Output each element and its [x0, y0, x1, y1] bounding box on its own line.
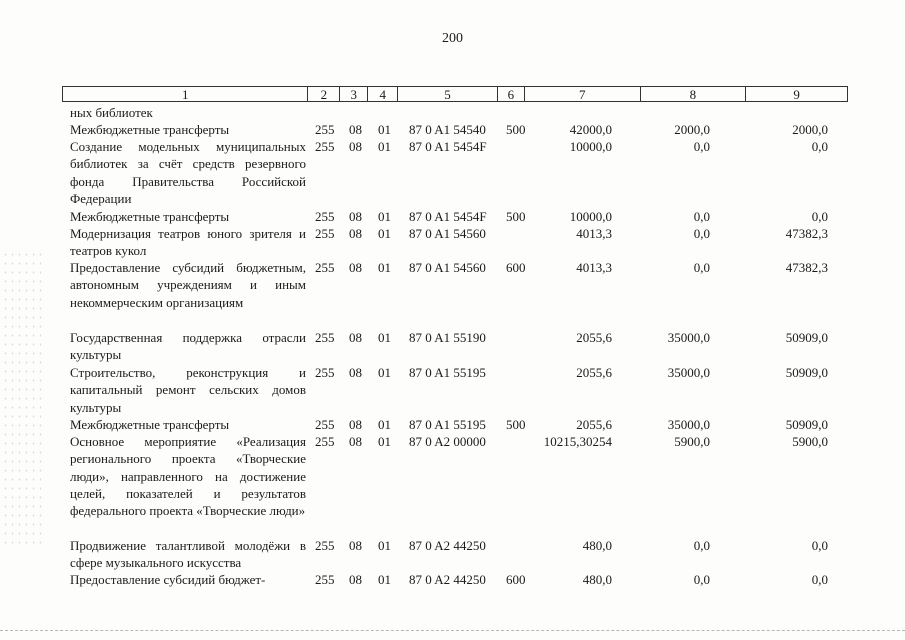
cell-col-8: 0,0 [693, 538, 710, 553]
cell-col-8: 0,0 [693, 139, 710, 154]
row-name: Создание модельных муниципальных библиотек за счёт средств резервного фонда Правительства Российской Федерации [70, 139, 306, 206]
cell-col-4: 01 [378, 226, 391, 241]
cell-col-5: 87 0 A1 54540 [409, 122, 486, 137]
cell-col-7: 4013,3 [576, 260, 612, 275]
cell-col-3: 08 [349, 260, 362, 275]
row-name: Модернизация театров юного зрителя и театров кукол [70, 226, 306, 259]
cell-col-6: 600 [506, 572, 526, 587]
cell-col-5: 87 0 A2 44250 [409, 572, 486, 587]
cell-col-8: 35000,0 [667, 330, 710, 345]
cell-col-2: 255 [315, 226, 335, 241]
row-name: Предоставление субсидий бюджет- [70, 572, 266, 587]
row-name: Продвижение талантливой молодёжи в сфере музыкального искусства [70, 538, 306, 571]
cell-col-2: 255 [315, 139, 335, 154]
cell-col-2: 255 [315, 434, 335, 449]
cell-col-5: 87 0 A1 54560 [409, 260, 486, 275]
cell-col-4: 01 [378, 538, 391, 553]
cell-col-9: 0,0 [811, 572, 828, 587]
cell-col-4: 01 [378, 434, 391, 449]
column-header-2: 2 [308, 87, 340, 101]
scan-edge-line [0, 630, 905, 634]
cell-col-3: 08 [349, 209, 362, 224]
cell-col-7: 480,0 [582, 572, 612, 587]
cell-col-6: 500 [506, 209, 526, 224]
scan-noise [2, 250, 42, 550]
cell-col-2: 255 [315, 330, 335, 345]
cell-col-2: 255 [315, 260, 335, 275]
table-header [62, 86, 848, 102]
cell-col-9: 5900,0 [792, 434, 828, 449]
column-header-6: 6 [498, 87, 525, 101]
cell-col-8: 35000,0 [667, 417, 710, 432]
cell-col-6: 500 [506, 417, 526, 432]
cell-col-4: 01 [378, 139, 391, 154]
cell-col-3: 08 [349, 139, 362, 154]
row-name: Предоставление субсидий бюджетным, автономным учреждениям и иным некоммерческим организациям [70, 260, 306, 310]
cell-col-7: 2055,6 [576, 330, 612, 345]
column-header-5: 5 [398, 87, 498, 101]
cell-col-8: 0,0 [693, 226, 710, 241]
cell-col-3: 08 [349, 122, 362, 137]
cell-col-3: 08 [349, 417, 362, 432]
column-header-9: 9 [793, 87, 800, 102]
cell-col-5: 87 0 A2 00000 [409, 434, 486, 449]
row-name: Основное мероприятие «Реализация регионального проекта «Творческие люди», направленного на достижение целей, показателей и результатов федерального проекта «Творческие люди» [70, 434, 306, 519]
cell-col-5: 87 0 A2 44250 [409, 538, 486, 553]
cell-col-9: 50909,0 [785, 330, 828, 345]
cell-col-5: 87 0 A1 5454F [409, 209, 487, 224]
cell-col-2: 255 [315, 572, 335, 587]
cell-col-3: 08 [349, 434, 362, 449]
row-name: ных библиотек [70, 105, 153, 120]
cell-col-2: 255 [315, 122, 335, 137]
row-name: Государственная поддержка отрасли культуры [70, 330, 306, 363]
cell-col-4: 01 [378, 417, 391, 432]
cell-col-9: 0,0 [811, 538, 828, 553]
cell-col-2: 255 [315, 538, 335, 553]
row-name: Строительство, реконструкция и капитальный ремонт сельских домов культуры [70, 365, 306, 415]
cell-col-3: 08 [349, 538, 362, 553]
cell-col-5: 87 0 A1 55190 [409, 330, 486, 345]
cell-col-7: 4013,3 [576, 226, 612, 241]
cell-col-3: 08 [349, 330, 362, 345]
cell-col-9: 2000,0 [792, 122, 828, 137]
cell-col-9: 50909,0 [785, 417, 828, 432]
column-header-1: 1 [63, 87, 308, 101]
cell-col-4: 01 [378, 209, 391, 224]
cell-col-9: 47382,3 [785, 260, 828, 275]
cell-col-2: 255 [315, 365, 335, 380]
cell-col-9: 0,0 [811, 139, 828, 154]
cell-col-6: 500 [506, 122, 526, 137]
cell-col-8: 35000,0 [667, 365, 710, 380]
cell-col-5: 87 0 A1 55195 [409, 365, 486, 380]
cell-col-7: 10000,0 [569, 209, 612, 224]
cell-col-2: 255 [315, 209, 335, 224]
cell-col-6: 600 [506, 260, 526, 275]
cell-col-9: 50909,0 [785, 365, 828, 380]
cell-col-8: 0,0 [693, 260, 710, 275]
column-header-7: 7 [525, 87, 641, 101]
cell-col-2: 255 [315, 417, 335, 432]
cell-col-4: 01 [378, 122, 391, 137]
cell-col-8: 0,0 [693, 209, 710, 224]
cell-col-9: 47382,3 [785, 226, 828, 241]
cell-col-7: 2055,6 [576, 365, 612, 380]
cell-col-7: 10000,0 [569, 139, 612, 154]
cell-col-4: 01 [378, 572, 391, 587]
cell-col-3: 08 [349, 365, 362, 380]
cell-col-8: 0,0 [693, 572, 710, 587]
column-header-8: 8 [641, 87, 747, 101]
page-number: 200 [442, 31, 463, 46]
cell-col-7: 42000,0 [569, 122, 612, 137]
cell-col-7: 2055,6 [576, 417, 612, 432]
cell-col-7: 480,0 [582, 538, 612, 553]
column-header-4: 4 [368, 87, 398, 101]
cell-col-9: 0,0 [811, 209, 828, 224]
column-header-3: 3 [340, 87, 368, 101]
cell-col-5: 87 0 A1 55195 [409, 417, 486, 432]
row-name: Межбюджетные трансферты [70, 122, 230, 137]
cell-col-4: 01 [378, 260, 391, 275]
cell-col-5: 87 0 A1 54560 [409, 226, 486, 241]
cell-col-5: 87 0 A1 5454F [409, 139, 487, 154]
cell-col-3: 08 [349, 226, 362, 241]
cell-col-7: 10215,30254 [543, 434, 612, 449]
cell-col-4: 01 [378, 365, 391, 380]
row-name: Межбюджетные трансферты [70, 417, 230, 432]
cell-col-8: 2000,0 [674, 122, 710, 137]
cell-col-3: 08 [349, 572, 362, 587]
cell-col-8: 5900,0 [674, 434, 710, 449]
cell-col-4: 01 [378, 330, 391, 345]
row-name: Межбюджетные трансферты [70, 209, 230, 224]
